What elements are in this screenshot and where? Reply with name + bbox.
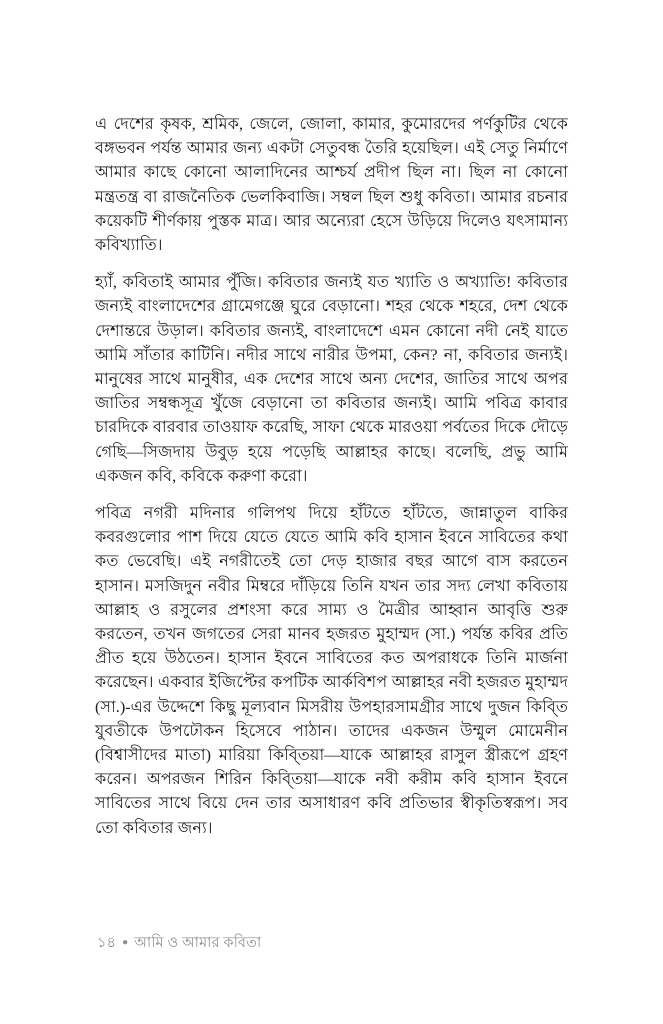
page-footer xyxy=(97,932,261,956)
footer-book-title: আমি ও আমার কবিতা xyxy=(134,935,262,951)
body-paragraph-2: হ্যাঁ, কবিতাই আমার পুঁজি। কবিতার জন্যই যত খ্যাতি ও অখ্যাতি! কবিতার জন্যই বাংলাদেশের গ্রামেগঞ্জে ঘুরে বেড়ানো। শহর থেকে শহরে, দেশ থেকে দেশান্তরে উড়াল। কবিতার জন্যই, বাংলাদেশে এমন কোনো নদী নেই যাতে আমি সাঁতার কাটিনি। নদীর সাথে নারীর উপমা, কেন? না, কবিতার জন্যই। মানুষের সাথে মানুষীর, এক দেশের সাথে অন্য দেশের, জাতির সাথে অপর জাতির সম্বন্ধসূত্র খুঁজে বেড়ানো তা কবিতার জন্যই। আমি পবিত্র কাবার চারদিকে বারবার তাওয়াফ করেছি, সাফা থেকে মারওয়া পর্বতের দিকে দৌড়ে গেছি—সিজদায় উবুড় হয়ে পড়েছি আল্লাহর কাছে। বলেছি, প্রভু আমি একজন কবি, কবিকে করুণা করো। xyxy=(95,273,568,485)
body-paragraph-3: পবিত্র নগরী মদিনার গলিপথ দিয়ে হাঁটতে হাঁটতে, জান্নাতুল বাকির কবরগুলোর পাশ দিয়ে যেতে যেতে আমি কবি হাসান ইবনে সাবিতের কথা কত ভেবেছি। এই নগরীতেই তো দেড় হাজার বছর আগে বাস করতেন হাসান। মসজিদুন নবীর মিম্বরে দাঁড়িয়ে তিনি যখন তার সদ্য লেখা কবিতায় আল্লাহ ও রসুলের প্রশংসা করে সাম্য ও মৈত্রীর আহ্বান আবৃত্তি শুরু করতেন, তখন জগতের সেরা মানব হজরত মুহাম্মদ (সা.) পর্যন্ত কবির প্রতি প্রীত হয়ে উঠতেন। হাসান ইবনে সাবিতের কত অপরাধকে তিনি মার্জনা করেছেন। একবার ইজিপ্টের কপটিক আর্কবিশপ আল্লাহর নবী হজরত মুহাম্মদ (সা.)-এর উদ্দেশে কিছু মূল্যবান মিসরীয় উপহারসামগ্রীর সাথে দুজন কিব্তি যুবতীকে উপঢৌকন হিসেবে পাঠান। তাদের একজন উম্মুল মোমেনীন (বিশ্বাসীদের মাতা) মারিয়া কিব্তিয়া—যাকে আল্লাহর রাসুল স্ত্রীরূপে গ্রহণ করেন। অপরজন শিরিন কিব্তিয়া—যাকে নবী করীম কবি হাসান ইবনে সাবিতের সাথে বিয়ে দেন তার অসাধারণ কবি প্রতিভার স্বীকৃতিস্বরূপ। সব তো কবিতার জন্য। xyxy=(95,504,568,837)
page-text-column xyxy=(95,112,568,840)
body-paragraph-1: এ দেশের কৃষক, শ্রমিক, জেলে, জোলা, কামার, কুমোরদের পর্ণকুটির থেকে বঙ্গভবন পর্যন্ত আমার জন্য একটা সেতুবন্ধ তৈরি হয়েছিল। এই সেতু নির্মাণে আমার কাছে কোনো আলাদিনের আশ্চর্য প্রদীপ ছিল না। ছিল না কোনো মন্ত্রতন্ত্র বা রাজনৈতিক ভেলকিবাজি। সম্বল ছিল শুধু কবিতা। আমার রচনার কয়েকটি শীর্ণকায় পুস্তক মাত্র। আর অন্যেরা হেসে উড়িয়ে দিলেও যৎসামান্য কবিখ্যাতি। xyxy=(95,115,568,255)
page-number: ১৪ xyxy=(97,935,117,951)
bullet-separator-icon: ● xyxy=(122,937,129,948)
